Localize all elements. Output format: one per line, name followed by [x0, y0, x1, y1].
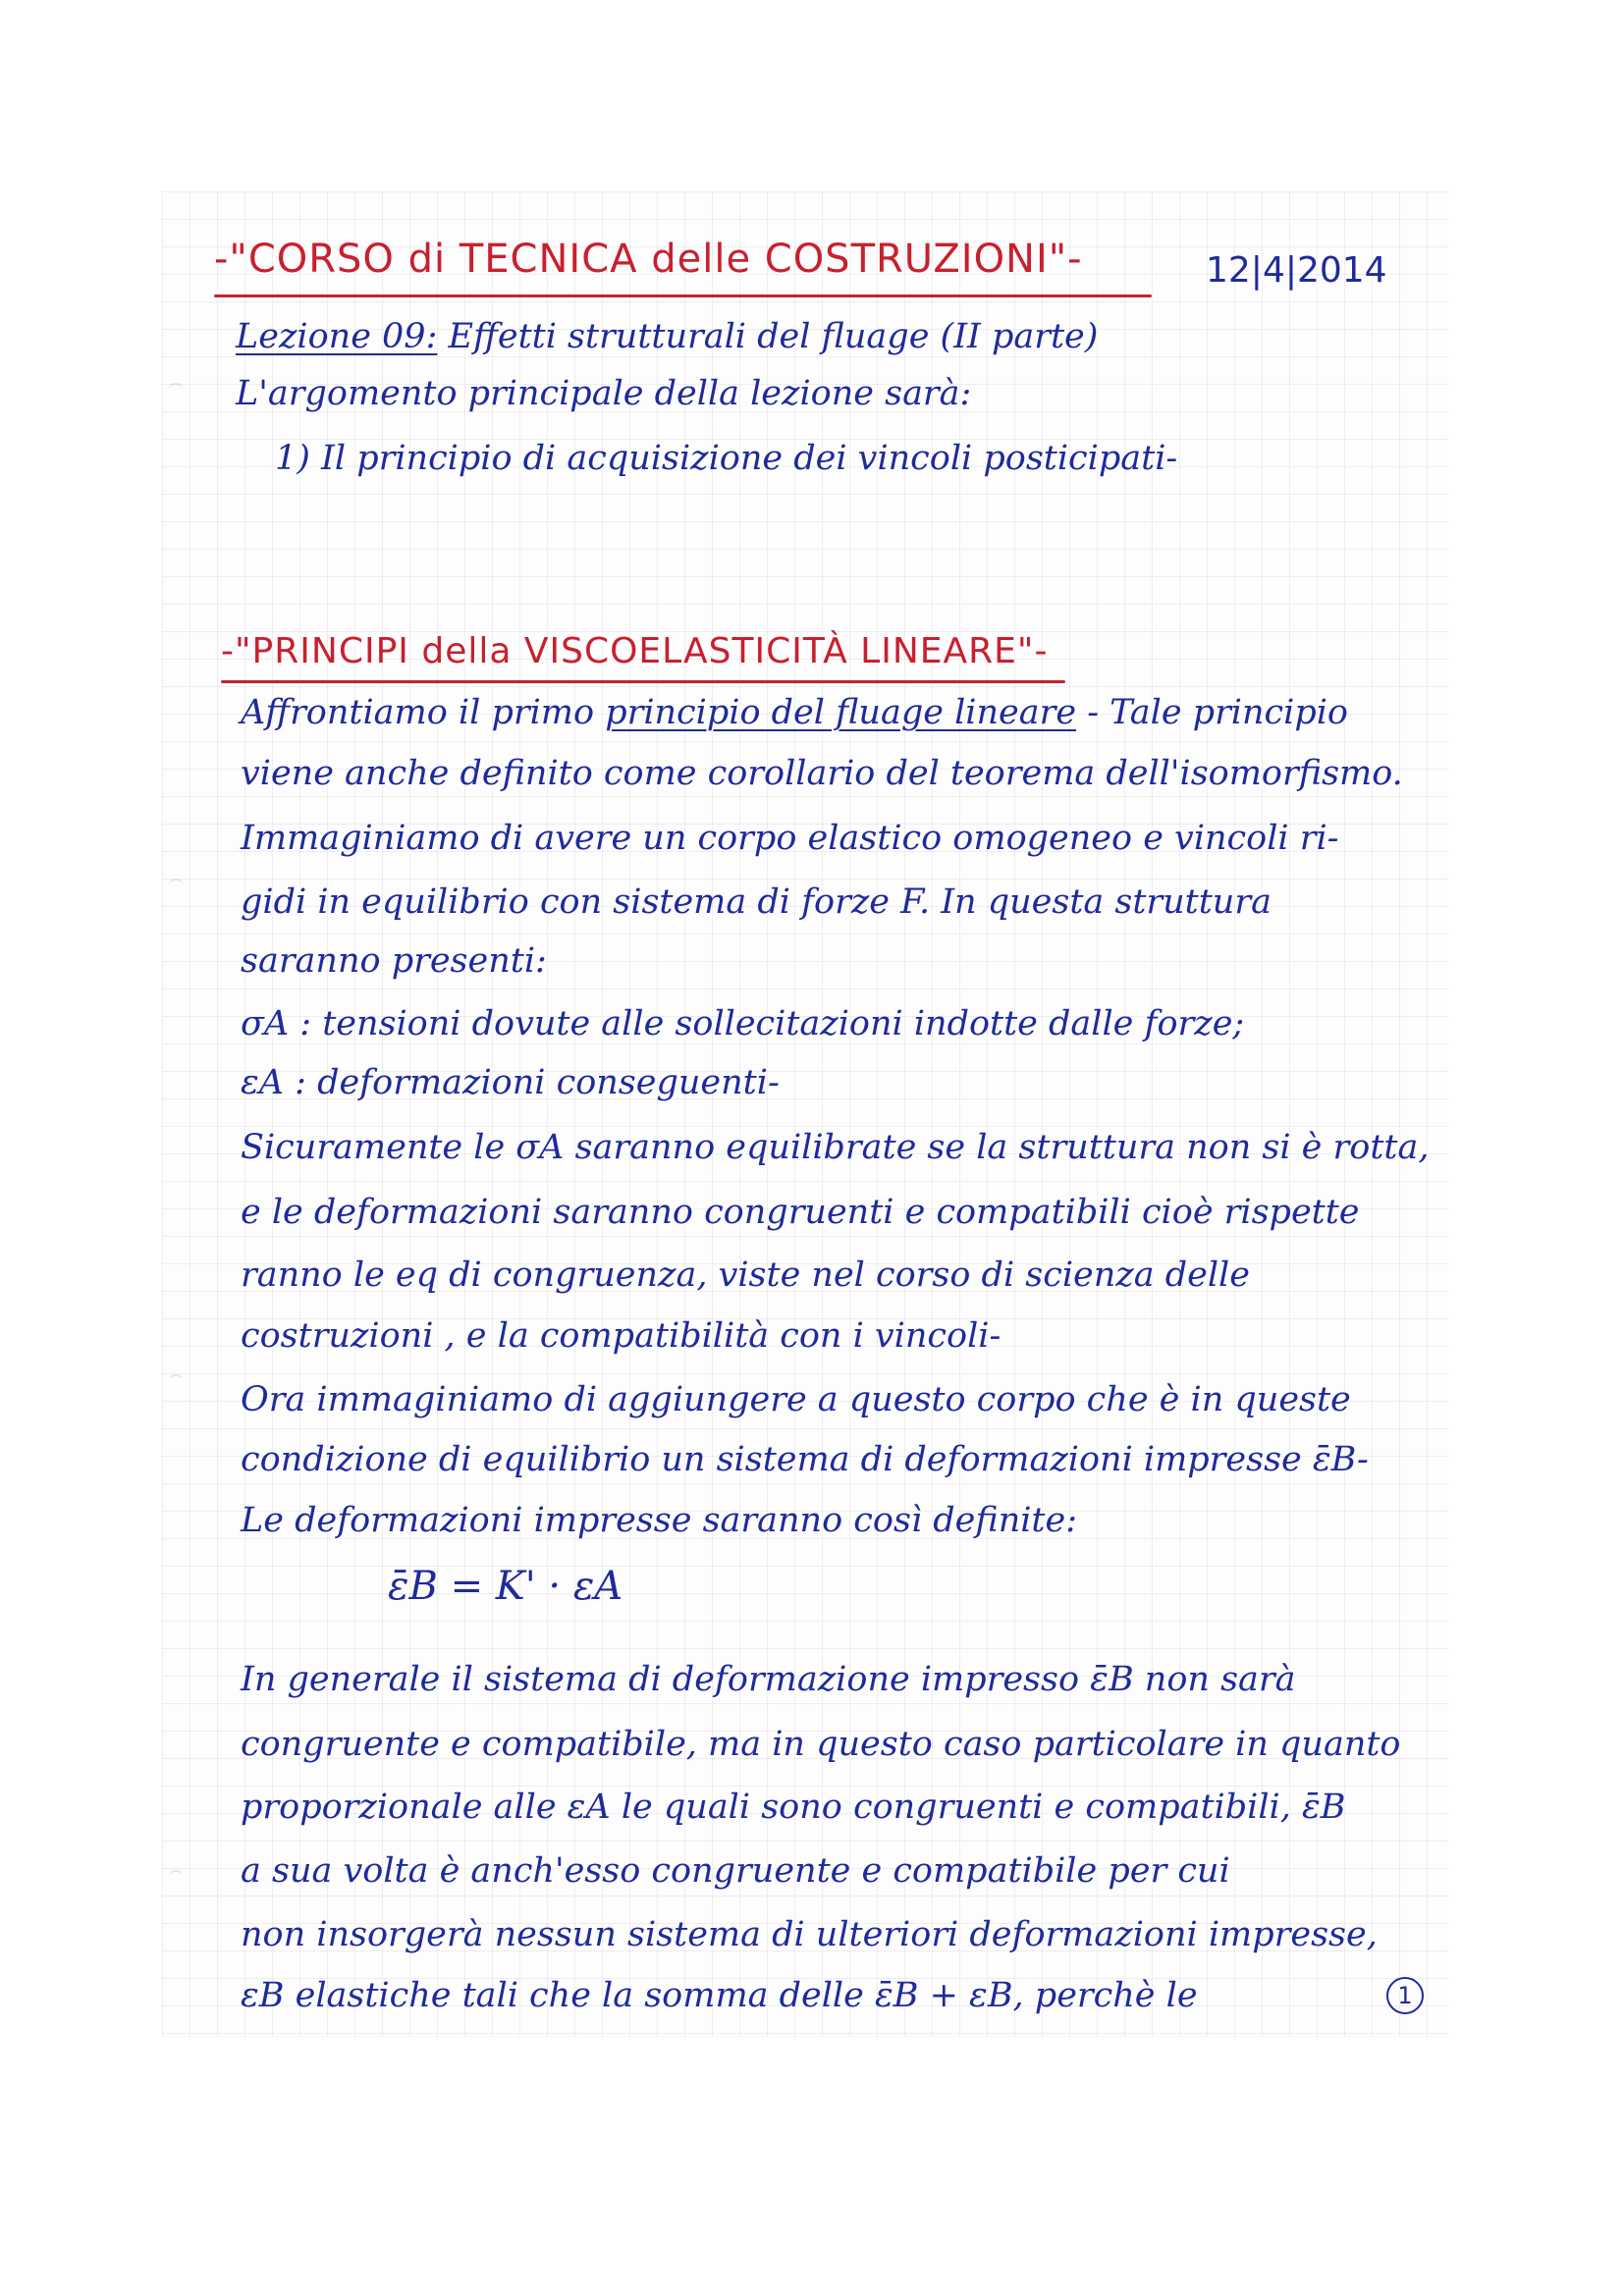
binder-mark — [169, 383, 183, 395]
lesson-label: Lezione 09: — [236, 317, 438, 356]
body-line-11: costruzioni , e la compatibilità con i vincoli- — [241, 1316, 1001, 1356]
body-line-7: εA : deformazioni conseguenti- — [241, 1063, 780, 1102]
lesson-title: Effetti strutturali del fluage (II parte) — [448, 317, 1099, 356]
body-line-18: a sua volta è anch'esso congruente e compatibile per cui — [241, 1851, 1230, 1891]
body-line-19: non insorgerà nessun sistema di ulteriori deformazioni impresse, — [241, 1915, 1378, 1954]
body-line-12: Ora immaginiamo di aggiungere a questo corpo che è in queste — [241, 1380, 1351, 1419]
course-title: -"CORSO di TECNICA delle COSTRUZIONI"- — [214, 237, 1083, 282]
body-line-8: Sicuramente le σA saranno equilibrate se la struttura non si è rotta, — [241, 1128, 1430, 1167]
lesson-intro: L'argomento principale della lezione sarà: — [236, 374, 972, 413]
body-line-4: gidi in equilibrio con sistema di forze F. In questa struttura — [241, 882, 1272, 922]
body-line-20: εB elastiche tali che la somma delle ε̄B + εB, perchè le — [241, 1976, 1198, 2015]
date: 12|4|2014 — [1206, 250, 1387, 291]
page-number: 1 — [1386, 1977, 1424, 2014]
body-line-1 — [241, 692, 1348, 733]
equation: ε̄B = K' · εA — [388, 1564, 623, 1609]
binder-mark — [169, 1870, 183, 1882]
body-text: Affrontiamo il primo — [241, 693, 595, 732]
body-line-16: congruente e compatibile, ma in questo caso particolare in quanto — [241, 1725, 1401, 1764]
lesson-item-1: 1) Il principio di acquisizione dei vincoli posticipati- — [275, 439, 1178, 478]
body-line-10: ranno le eq di congruenza, viste nel corso di scienza delle — [241, 1255, 1250, 1295]
body-line-17: proporzionale alle εA le quali sono congruenti e compatibili, ε̄B — [241, 1788, 1346, 1827]
underlined-term: principio del fluage lineare — [605, 693, 1077, 732]
body-line-3: Immaginiamo di avere un corpo elastico omogeneo e vincoli ri- — [241, 819, 1339, 858]
body-line-5: saranno presenti: — [241, 941, 547, 981]
body-line-2: viene anche definito come corollario del teorema dell'isomorfismo. — [241, 754, 1403, 793]
section-underline — [221, 680, 1065, 683]
body-line-9: e le deformazioni saranno congruenti e compatibili cioè rispette — [241, 1193, 1360, 1232]
title-underline — [214, 294, 1152, 297]
binder-mark — [169, 1374, 183, 1386]
body-line-14: Le deformazioni impresse saranno così definite: — [241, 1501, 1077, 1540]
section-title: -"PRINCIPI della VISCOELASTICITÀ LINEARE"- — [221, 631, 1049, 671]
lesson-line — [236, 316, 1098, 357]
binder-mark — [169, 879, 183, 890]
body-text: - Tale principio — [1087, 693, 1349, 732]
body-line-6: σA : tensioni dovute alle sollecitazioni indotte dalle forze; — [241, 1004, 1245, 1043]
body-line-15: In generale il sistema di deformazione impresso ε̄B non sarà — [241, 1660, 1296, 1699]
body-line-13: condizione di equilibrio un sistema di deformazioni impresse ε̄B- — [241, 1440, 1369, 1479]
